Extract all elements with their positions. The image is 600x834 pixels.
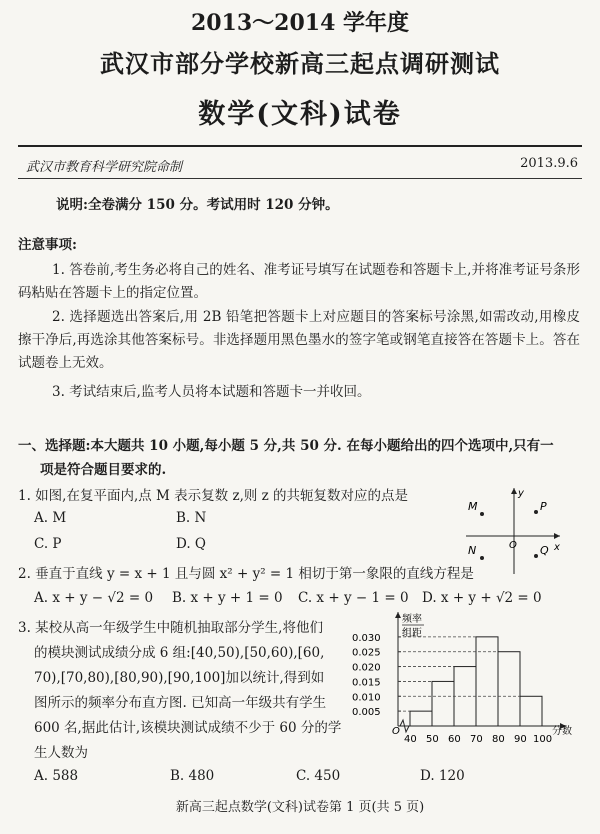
q2-option-b: B. x + y + 1 = 0 xyxy=(172,590,283,606)
q2-stem: 2. 垂直于直线 y = x + 1 且与圆 x² + y² = 1 相切于第一象限的直线方程是 xyxy=(18,566,474,582)
header-rule xyxy=(18,145,582,147)
y-axis-arrow xyxy=(511,488,517,494)
hist-xtick-label: 80 xyxy=(492,734,505,745)
hist-ytick-label: 0.030 xyxy=(352,632,381,644)
hist-xtick-label: 70 xyxy=(470,734,483,745)
point-m xyxy=(480,512,484,516)
hist-xtick-label: 40 xyxy=(404,734,417,745)
notice-item-1: 1. 答卷前,考生务必将自己的姓名、准考证号填写在试题卷和答题卡上,并将准考证号条形码粘贴在答题卡上的指定位置。 xyxy=(18,262,580,301)
point-n-label: N xyxy=(468,544,477,557)
point-p-label: P xyxy=(540,500,547,513)
q3-line-5: 600 名,据此估计,该模块测试成绩不少于 60 分的学 xyxy=(34,720,342,736)
q2-option-a: A. x + y − √2 = 0 xyxy=(34,590,154,606)
hist-ytick-label: 0.005 xyxy=(352,707,381,719)
q1-option-a: A. M xyxy=(34,510,67,526)
q1-stem: 1. 如图,在复平面内,点 M 表示复数 z,则 z 的共轭复数对应的点是 xyxy=(18,488,409,504)
hist-y-arrow xyxy=(395,612,401,618)
exam-date: 2013.9.6 xyxy=(520,156,578,171)
hist-xtick-label: 50 xyxy=(426,734,439,745)
q3-option-a: A. 588 xyxy=(34,768,79,784)
hist-ylabel-bottom: 组距 xyxy=(402,628,422,639)
hist-xtick-label: 90 xyxy=(514,734,527,745)
hist-xtick-label: 60 xyxy=(448,734,461,745)
hist-ytick-label: 0.010 xyxy=(352,692,381,704)
q1-option-c: C. P xyxy=(34,536,62,552)
point-q xyxy=(534,554,538,558)
exam-name: 武汉市部分学校新高三起点调研测试 xyxy=(100,49,500,78)
header-rule-thin xyxy=(18,178,582,179)
q3-option-d: D. 120 xyxy=(420,768,465,784)
hist-bar xyxy=(498,652,520,726)
point-q-label: Q xyxy=(540,544,549,557)
hist-bar xyxy=(432,681,454,726)
origin-label: O xyxy=(509,540,517,551)
q3-option-c: C. 450 xyxy=(296,768,341,784)
hist-ytick-label: 0.020 xyxy=(352,662,381,674)
exam-note: 说明:全卷满分 150 分。考试用时 120 分钟。 xyxy=(56,197,339,213)
complex-plane-figure xyxy=(458,484,568,580)
section-heading-line1: 一、选择题:本大题共 10 小题,每小题 5 分,共 50 分. 在每小题给出的四个选项中,只有一 xyxy=(18,438,554,454)
paper-title: 数学(文科)试卷 xyxy=(198,99,402,130)
point-p xyxy=(534,510,538,514)
frequency-histogram xyxy=(350,608,580,752)
q3-line-1: 3. 某校从高一年级学生中随机抽取部分学生,将他们 xyxy=(18,620,323,636)
hist-origin: O xyxy=(392,726,400,737)
q1-option-b: B. N xyxy=(176,510,207,526)
page-footer: 新高三起点数学(文科)试卷第 1 页(共 5 页) xyxy=(175,800,425,815)
point-m-label: M xyxy=(468,500,478,513)
issuer: 武汉市教育科学研究院命制 xyxy=(26,160,183,175)
notice-item-2: 2. 选择题选出答案后,用 2B 铅笔把答题卡上对应题目的答案标号涂黑,如需改动,用橡皮擦干净后,再选涂其他答案标号。非选择题用黑色墨水的签字笔或钢笔直接答在答题卡上。答在试题卷上无效。 xyxy=(18,309,580,371)
hist-ytick-label: 0.015 xyxy=(352,677,381,689)
q3-line-2: 的模块测试成绩分成 6 组:[40,50),[50,60),[60, xyxy=(34,645,325,661)
q3-line-3: 70),[70,80),[80,90),[90,100]加以统计,得到如 xyxy=(34,670,325,686)
q3-option-b: B. 480 xyxy=(170,768,215,784)
q2-option-c: C. x + y − 1 = 0 xyxy=(298,590,409,606)
x-axis-label: x xyxy=(554,542,560,553)
q1-option-d: D. Q xyxy=(176,536,206,552)
q3-line-4: 图所示的频率分布直方图. 已知高一年级共有学生 xyxy=(34,695,327,711)
hist-bar xyxy=(520,696,542,726)
y-axis-label: y xyxy=(518,488,524,499)
section-heading-line2: 项是符合题目要求的. xyxy=(40,462,167,478)
hist-xlabel: 分数 xyxy=(552,726,572,737)
notice-item-3: 3. 考试结束后,监考人员将本试题和答题卡一并收回。 xyxy=(52,384,371,400)
q2-option-d: D. x + y + √2 = 0 xyxy=(422,590,542,606)
hist-xtick-label: 100 xyxy=(533,734,553,745)
notice-heading: 注意事项: xyxy=(18,237,77,253)
hist-bar xyxy=(410,711,432,726)
hist-bar xyxy=(476,637,498,726)
x-axis-arrow xyxy=(554,533,560,539)
q3-line-6: 生人数为 xyxy=(34,745,88,761)
exam-year: 2013～2014 学年度 xyxy=(190,10,410,36)
hist-ylabel-top: 频率 xyxy=(402,614,422,625)
hist-ytick-label: 0.025 xyxy=(352,647,381,659)
point-n xyxy=(480,556,484,560)
